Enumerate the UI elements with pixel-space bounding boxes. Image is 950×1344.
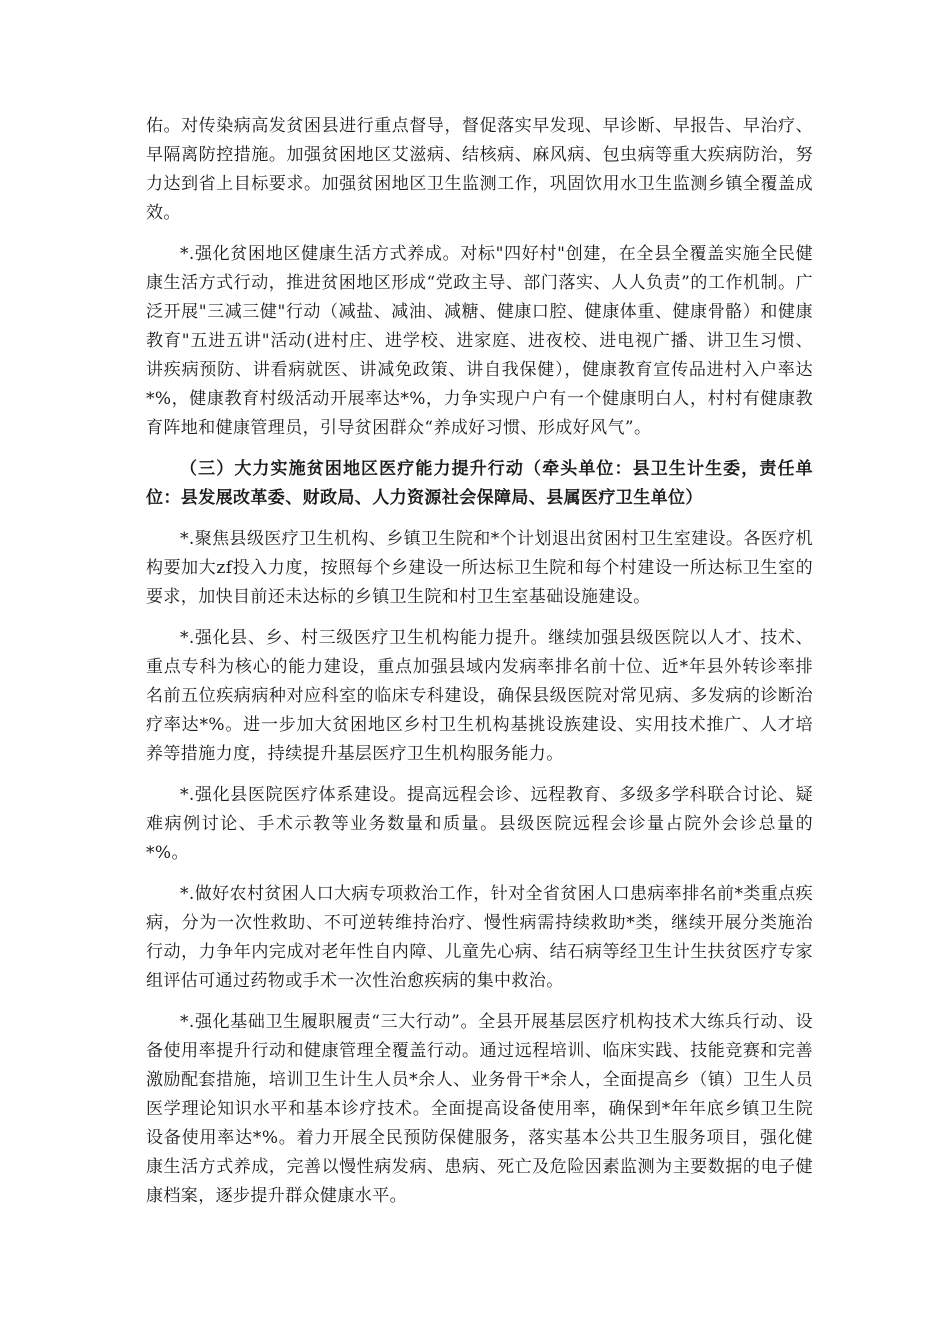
document-page (146, 112, 813, 1223)
paragraph-three-actions: *.强化基础卫生履职履责“三大行动”。全县开展基层医疗机构技术大练兵行动、设备使用率提升行动和健康管理全覆盖行动。通过远程培训、临床实践、技能竞赛和完善激励配套措施，培训卫生计生人员*余人、业务骨干*余人，全面提高乡（镇）卫生人员医学理论知识水平和基本诊疗技术。全面提高设备使用率，确保到*年年底乡镇卫生院设备使用率达*%。着力开展全民预防保健服务，落实基本公共卫生服务项目，强化健康生活方式养成，完善以慢性病发病、患病、死亡及危险因素监测为主要数据的电子健康档案，逐步提升群众健康水平。 (146, 1012, 813, 1206)
paragraph-facility-construction: *.聚焦县级医疗卫生机构、乡镇卫生院和*个计划退出贫困村卫生室建设。各医疗机构要加大zf投入力度，按照每个乡建设一所达标卫生院和每个村建设一所达标卫生室的要求，加快目前还未达标的乡镇卫生院和村卫生室基础设施建设。 (146, 529, 813, 607)
paragraph-serious-disease-treatment: *.做好农村贫困人口大病专项救治工作，针对全省贫困人口患病率排名前*类重点疾病，分为一次性救助、不可逆转维持治疗、慢性病需持续救助*类，继续开展分类施治行动，力争年内完成对老年性自内障、儿童先心病、结石病等经卫生计生扶贫医疗专家组评估可通过药物或手术一次性治愈疾病的集中救治。 (146, 884, 813, 991)
paragraph-continuation: 佑。对传染病高发贫困县进行重点督导，督促落实早发现、早诊断、早报告、早治疗、早隔离防控措施。加强贫困地区艾滋病、结核病、麻风病、包虫病等重大疾病防治，努力达到省上目标要求。加强贫困地区卫生监测工作，巩固饮用水卫生监测乡镇全覆盖成效。 (146, 116, 813, 223)
section-heading-medical-capacity: （三）大力实施贫困地区医疗能力提升行动（牵头单位：县卫生计生委，责任单位：县发展改革委、财政局、人力资源社会保障局、县属医疗卫生单位） (146, 459, 813, 508)
paragraph-healthy-lifestyle: *.强化贫困地区健康生活方式养成。对标"四好村"创建，在全县全覆盖实施全民健康生活方式行动，推进贫困地区形成“党政主导、部门落实、人人负责”的工作机制。广泛开展"三减三健"行动（减盐、减油、减糖、健康口腔、健康体重、健康骨骼）和健康教育"五进五讲"活动(进村庄、进学校、进家庭、进夜校、进电视广播、讲卫生习惯、讲疾病预防、讲看病就医、讲减免政策、讲自我保健），健康教育宣传品进村入户率达*%，健康教育村级活动开展率达*%，力争实现户户有一个健康明白人，村村有健康教育阵地和健康管理员，引导贫困群众“养成好习惯、形成好风气”。 (146, 244, 813, 438)
paragraph-three-level-capacity: *.强化县、乡、村三级医疗卫生机构能力提升。继续加强县级医院以人才、技术、重点专科为核心的能力建设，重点加强县域内发病率排名前十位、近*年县外转诊率排名前五位疾病病种对应科室的临床专科建设，确保县级医院对常见病、多发病的诊断治疗率达*%。进一步加大贫困地区乡村卫生机构基挑设族建设、实用技术推广、人才培养等措施力度，持续提升基层医疗卫生机构服务能力。 (146, 628, 813, 764)
paragraph-county-hospital-system: *.强化县医院医疗体系建设。提高远程会诊、远程教育、多级多学科联合讨论、疑难病例讨论、手术示教等业务数量和质量。县级医院远程会诊量占院外会诊总量的*%。 (146, 785, 813, 863)
